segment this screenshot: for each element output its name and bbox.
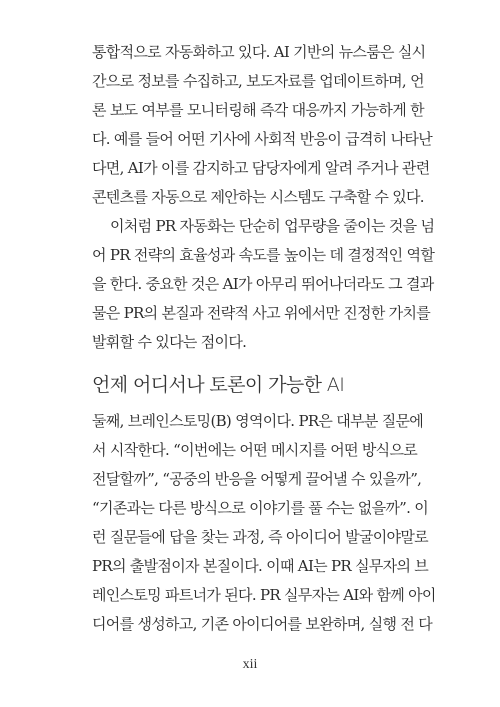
body-text-line: “기존과는 다른 방식으로 이야기를 풀 수는 없을까”. 이	[92, 499, 429, 517]
page-number: xii	[242, 657, 258, 672]
body-text-line: 을 한다. 중요한 것은 AI가 아무리 뛰어나더라도 그 결과	[92, 275, 434, 293]
body-text-line: 다. 예를 들어 어떤 기사에 사회적 반응이 급격히 나타난	[92, 130, 432, 148]
body-text-line: 전달할까”, “공중의 반응을 어떻게 끌어낼 수 있을까”,	[92, 470, 422, 488]
body-text-line: 둘째, 브레인스토밍(B) 영역이다. PR은 대부분 질문에	[92, 412, 424, 430]
body-text-line: PR의 출발점이자 본질이다. 이때 AI는 PR 실무자의 브	[92, 557, 429, 575]
body-text-line: 런 질문들에 답을 찾는 과정, 즉 아이디어 발굴이야말로	[92, 528, 428, 546]
body-text-line: 간으로 정보를 수집하고, 보도자료를 업데이트하며, 언	[92, 72, 424, 90]
body-text-line: 콘텐츠를 자동으로 제안하는 시스템도 구축할 수 있다.	[92, 188, 424, 206]
body-text-line: 디어를 생성하고, 기존 아이디어를 보완하며, 실행 전 다	[92, 615, 432, 633]
section-heading: 언제 어디서나 토론이 가능한 AI	[92, 374, 345, 396]
body-text-line: 레인스토밍 파트너가 된다. PR 실무자는 AI와 함께 아이	[92, 586, 436, 604]
body-text-line: 이처럼 PR 자동화는 단순히 업무량을 줄이는 것을 넘	[110, 217, 435, 235]
body-text-line: 서 시작한다. “이번에는 어떤 메시지를 어떤 방식으로	[92, 441, 418, 459]
body-text-line: 다면, AI가 이를 감지하고 담당자에게 알려 주거나 관련	[92, 159, 430, 177]
body-text-line: 물은 PR의 본질과 전략적 사고 위에서만 진정한 가치를	[92, 304, 431, 322]
body-text-line: 론 보도 여부를 모니터링해 즉각 대응까지 가능하게 한	[92, 101, 424, 119]
body-text-line: 발휘할 수 있다는 점이다.	[92, 333, 247, 351]
body-text-line: 통합적으로 자동화하고 있다. AI 기반의 뉴스룸은 실시	[92, 43, 426, 61]
body-text-line: 어 PR 전략의 효율성과 속도를 높이는 데 결정적인 역할	[92, 246, 435, 264]
